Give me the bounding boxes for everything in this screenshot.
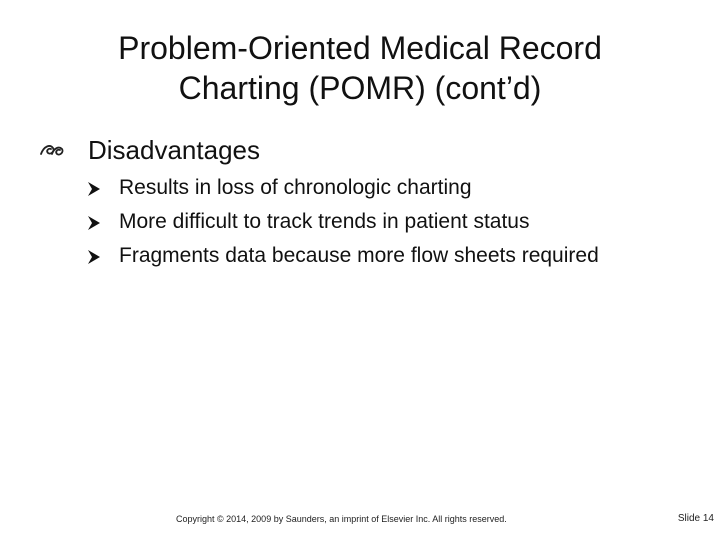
fancy-bullet-icon [38, 136, 66, 164]
copyright-footer: Copyright © 2014, 2009 by Saunders, an imprint of Elsevier Inc. All rights reserved. [176, 514, 507, 524]
sub-bullet-text: More difficult to track trends in patient status [119, 210, 530, 233]
arrow-bullet-icon [86, 215, 102, 231]
title-line-1: Problem-Oriented Medical Record [118, 30, 602, 66]
sub-bullet-text: Fragments data because more flow sheets required [119, 244, 599, 267]
arrow-bullet-icon [86, 249, 102, 265]
sub-bullet-item [86, 208, 626, 236]
slide-title [60, 28, 660, 108]
sub-bullet-item [86, 174, 626, 202]
sub-bullet-text: Results in loss of chronologic charting [119, 176, 472, 199]
sub-bullet-item [86, 242, 626, 270]
bullet-level1-text: Disadvantages [88, 135, 260, 165]
bullet-level1 [38, 134, 260, 166]
slide-number: Slide 14 [677, 513, 714, 524]
title-line-2: Charting (POMR) (cont’d) [178, 70, 542, 106]
arrow-bullet-icon [86, 181, 102, 197]
sub-bullet-list [86, 174, 626, 276]
